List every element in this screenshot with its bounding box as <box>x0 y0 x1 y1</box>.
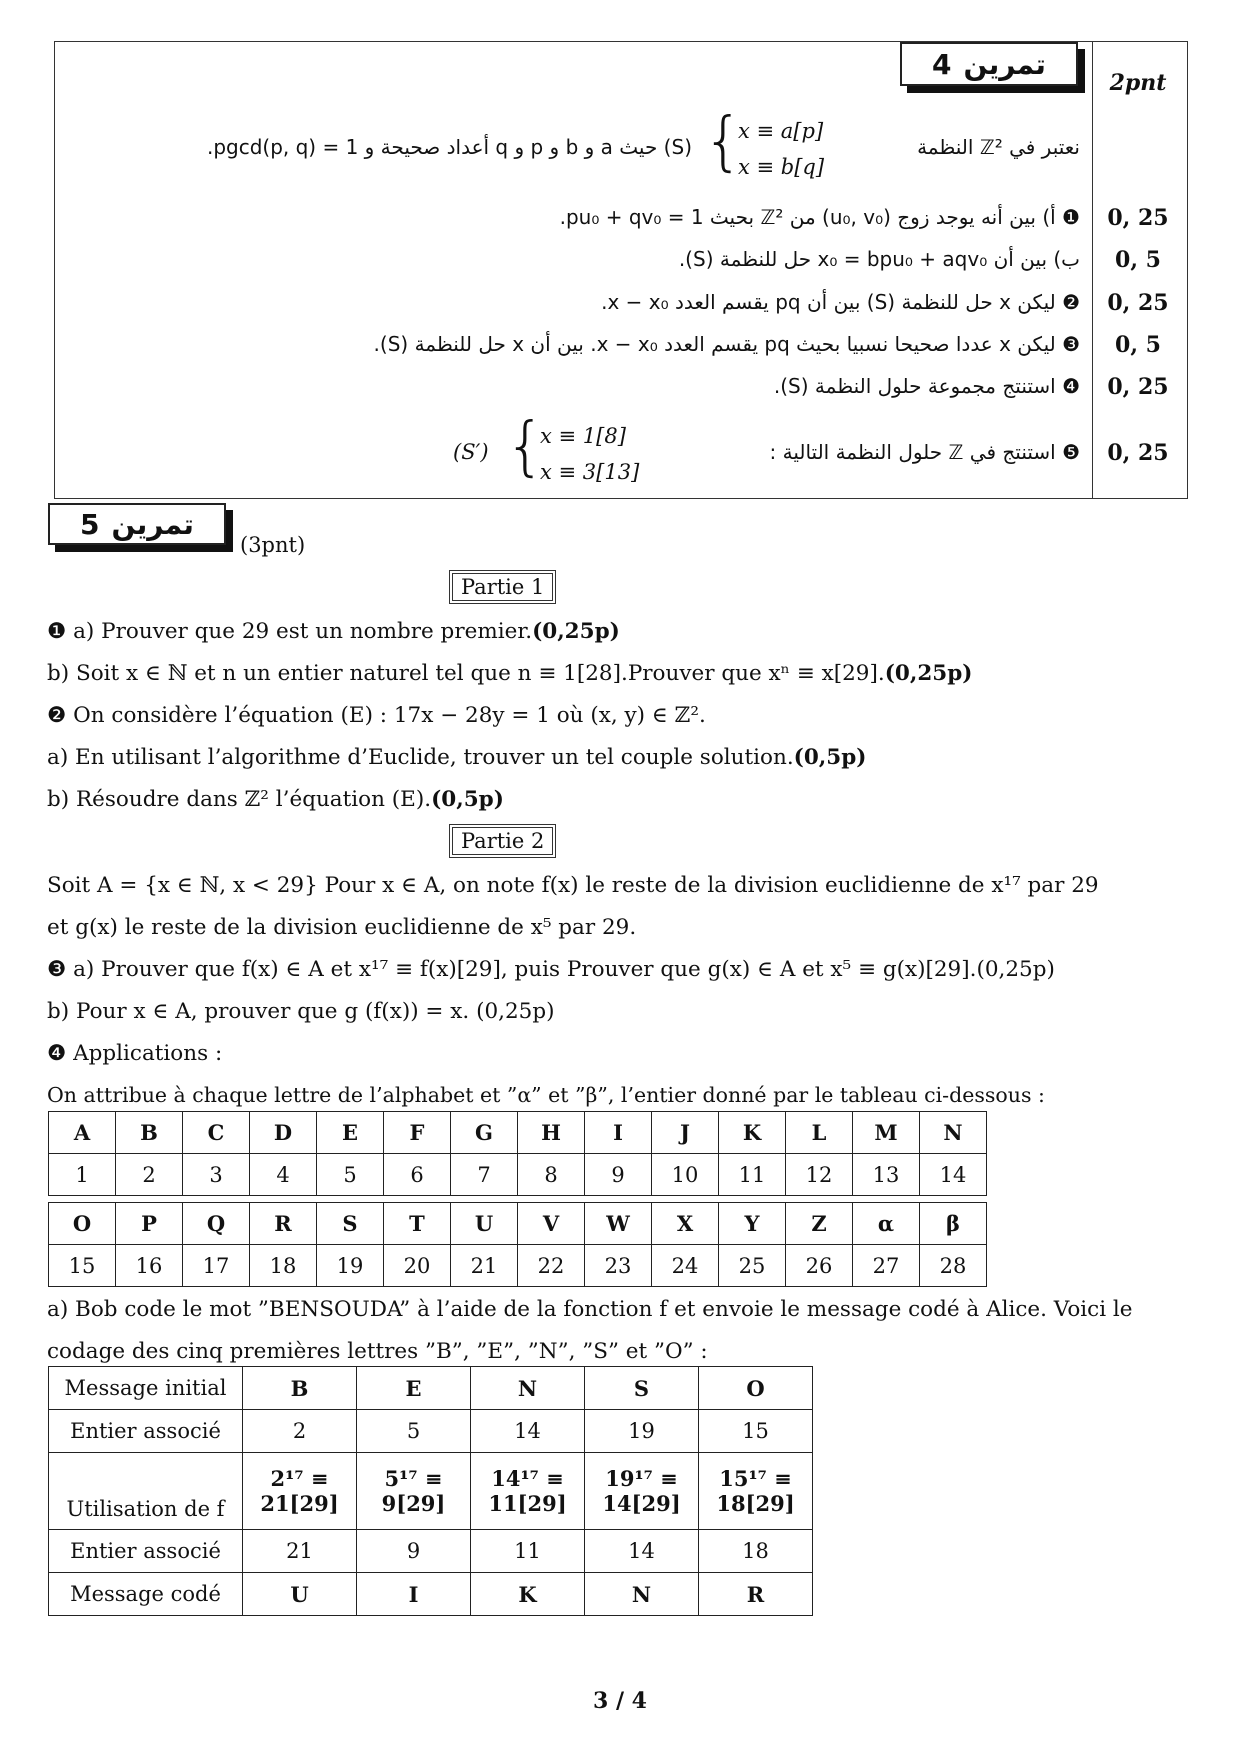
alphabet-number-cell: 12 <box>786 1154 853 1196</box>
residue-cell: 11[29] <box>471 1491 585 1530</box>
partie-2-box <box>449 824 556 858</box>
row-message-initial <box>49 1367 813 1410</box>
coded-letter-cell: R <box>699 1573 813 1616</box>
alphabet-letters-row-1 <box>49 1112 987 1154</box>
exercise-4-number: 4 <box>932 47 952 81</box>
alphabet-letter-cell: P <box>116 1203 183 1245</box>
p1-line-5: b) Résoudre dans ℤ² l’équation (E).(0,5p) <box>47 787 504 812</box>
q1a-points: 0, 25 <box>1107 205 1169 231</box>
p1-line-2: b) Soit x ∈ ℕ et n un entier naturel tel que n ≡ 1[28].Prouver que xⁿ ≡ x[29].(0,25p) <box>47 661 973 686</box>
partie-2-label: Partie 2 <box>452 827 553 855</box>
label-entier-associe-code: Entier associé <box>49 1530 243 1573</box>
partie-1-label: Partie 1 <box>452 573 553 601</box>
message-letter-cell: E <box>357 1367 471 1410</box>
q5-points: 0, 25 <box>1107 440 1169 466</box>
alphabet-number-cell: 1 <box>49 1154 116 1196</box>
q3-text: ❸ ليكن x عددا صحيحا نسبيا بحيث pq يقسم العدد x − x₀. بين أن x حل للنظمة (S). <box>373 332 1080 356</box>
alphabet-letter-cell: V <box>518 1203 585 1245</box>
alphabet-table-2 <box>48 1202 987 1287</box>
alphabet-letter-cell: α <box>853 1203 920 1245</box>
exercise-5-title <box>48 503 226 545</box>
row-entier-associe <box>49 1410 813 1453</box>
alphabet-number-cell: 6 <box>384 1154 451 1196</box>
alphabet-letter-cell: F <box>384 1112 451 1154</box>
q2-text: ❷ ليكن x حل للنظمة (S) بين أن pq يقسم العدد x − x₀. <box>601 290 1080 314</box>
alphabet-letters-row-2 <box>49 1203 987 1245</box>
alphabet-number-cell: 11 <box>719 1154 786 1196</box>
system-s-eq1: x ≡ a[p] <box>738 119 824 143</box>
message-letter-cell: B <box>243 1367 357 1410</box>
residue-cell: 21[29] <box>243 1491 357 1530</box>
alphabet-number-cell: 16 <box>116 1245 183 1287</box>
q4-text: ❹ استنتج مجموعة حلول النظمة (S). <box>773 374 1080 398</box>
message-letter-cell: N <box>471 1367 585 1410</box>
coded-integer-cell: 14 <box>585 1530 699 1573</box>
alphabet-letter-cell: Q <box>183 1203 250 1245</box>
alphabet-number-cell: 9 <box>585 1154 652 1196</box>
alphabet-letter-cell: N <box>920 1112 987 1154</box>
coded-letter-cell: U <box>243 1573 357 1616</box>
system-s <box>738 113 824 185</box>
alphabet-number-cell: 27 <box>853 1245 920 1287</box>
alphabet-number-cell: 24 <box>652 1245 719 1287</box>
alphabet-number-cell: 13 <box>853 1154 920 1196</box>
alphabet-number-cell: 4 <box>250 1154 317 1196</box>
alphabet-letter-cell: J <box>652 1112 719 1154</box>
power-cell: 5¹⁷ ≡ <box>357 1453 471 1492</box>
system-s-prime-name: (S′) <box>453 440 489 464</box>
alphabet-letter-cell: U <box>451 1203 518 1245</box>
alphabet-letter-cell: Y <box>719 1203 786 1245</box>
alphabet-number-cell: 25 <box>719 1245 786 1287</box>
p2-line-4: b) Pour x ∈ A, prouver que g (f(x)) = x. (0,25p) <box>47 999 555 1024</box>
label-message-initial: Message initial <box>49 1367 243 1410</box>
alphabet-letter-cell: Z <box>786 1203 853 1245</box>
alphabet-letter-cell: O <box>49 1203 116 1245</box>
alphabet-number-cell: 14 <box>920 1154 987 1196</box>
coded-integer-cell: 18 <box>699 1530 813 1573</box>
alphabet-letter-cell: L <box>786 1112 853 1154</box>
p2-line-3: ❸ a) Prouver que f(x) ∈ A et x¹⁷ ≡ f(x)[29], puis Prouver que g(x) ∈ A et x⁵ ≡ g(x)[29].(0,25p) <box>47 957 1055 982</box>
integer-cell: 19 <box>585 1410 699 1453</box>
alphabet-number-cell: 21 <box>451 1245 518 1287</box>
residue-cell: 14[29] <box>585 1491 699 1530</box>
alphabet-number-cell: 20 <box>384 1245 451 1287</box>
coded-integer-cell: 11 <box>471 1530 585 1573</box>
integer-cell: 5 <box>357 1410 471 1453</box>
alphabet-letter-cell: X <box>652 1203 719 1245</box>
alphabet-number-cell: 23 <box>585 1245 652 1287</box>
partie-1-box <box>449 570 556 604</box>
alphabet-letter-cell: B <box>116 1112 183 1154</box>
label-entier-associe: Entier associé <box>49 1410 243 1453</box>
p2-line-1: Soit A = {x ∈ ℕ, x < 29} Pour x ∈ A, on note f(x) le reste de la division euclidienne de x¹⁷ par 29 <box>47 873 1099 898</box>
coded-letter-cell: K <box>471 1573 585 1616</box>
p2-line-5: ❹ Applications : <box>47 1041 223 1066</box>
alphabet-letter-cell: C <box>183 1112 250 1154</box>
q4-points: 0, 25 <box>1107 374 1169 400</box>
residue-cell: 9[29] <box>357 1491 471 1530</box>
alphabet-letter-cell: W <box>585 1203 652 1245</box>
coded-integer-cell: 21 <box>243 1530 357 1573</box>
residue-cell: 18[29] <box>699 1491 813 1530</box>
alphabet-letter-cell: A <box>49 1112 116 1154</box>
q2-points: 0, 25 <box>1107 290 1169 316</box>
power-cell: 2¹⁷ ≡ <box>243 1453 357 1492</box>
exercise-5-word: تمرين <box>111 507 194 541</box>
integer-cell: 15 <box>699 1410 813 1453</box>
row-utilisation-f <box>49 1453 813 1492</box>
alphabet-number-cell: 17 <box>183 1245 250 1287</box>
exercise-4-intro-conditions: (S) حيث a و b و p و q أعداد صحيحة و pgcd(p, q) = 1. <box>206 135 692 159</box>
row-message-code <box>49 1573 813 1616</box>
q1b-points: 0, 5 <box>1115 247 1161 273</box>
alphabet-number-cell: 22 <box>518 1245 585 1287</box>
label-utilisation-f: Utilisation de f <box>49 1453 243 1530</box>
coded-letter-cell: N <box>585 1573 699 1616</box>
alphabet-letter-cell: G <box>451 1112 518 1154</box>
power-cell: 15¹⁷ ≡ <box>699 1453 813 1492</box>
p1-line-1: ❶ a) Prouver que 29 est un nombre premier.(0,25p) <box>47 619 620 644</box>
p1-line-4: a) En utilisant l’algorithme d’Euclide, trouver un tel couple solution.(0,5p) <box>47 745 867 770</box>
system-s-brace: { <box>703 105 744 179</box>
alphabet-number-cell: 26 <box>786 1245 853 1287</box>
exercise-5-points: (3pnt) <box>240 533 306 557</box>
alphabet-letter-cell: M <box>853 1112 920 1154</box>
system-s-prime-eq2: x ≡ 3[13] <box>540 460 640 484</box>
bob-line-2: codage des cinq premières lettres ”B”, ”E”, ”N”, ”S” et ”O” : <box>47 1339 708 1364</box>
page-number: 3 / 4 <box>593 1688 647 1714</box>
p2-line-2: et g(x) le reste de la division euclidienne de x⁵ par 29. <box>47 915 637 940</box>
alphabet-number-cell: 28 <box>920 1245 987 1287</box>
alphabet-number-cell: 18 <box>250 1245 317 1287</box>
alphabet-number-cell: 15 <box>49 1245 116 1287</box>
alphabet-letter-cell: T <box>384 1203 451 1245</box>
exercise-5-number: 5 <box>80 507 100 541</box>
p2-line-6: On attribue à chaque lettre de l’alphabet et ”α” et ”β”, l’entier donné par le tableau ci-dessous : <box>47 1083 1045 1107</box>
coded-integer-cell: 9 <box>357 1530 471 1573</box>
system-s-prime-brace: { <box>505 410 546 484</box>
message-letter-cell: O <box>699 1367 813 1410</box>
alphabet-table-1 <box>48 1111 987 1196</box>
system-s-eq2: x ≡ b[q] <box>738 155 825 179</box>
alphabet-letter-cell: S <box>317 1203 384 1245</box>
alphabet-letter-cell: H <box>518 1112 585 1154</box>
q5-text: ❺ استنتج في ℤ حلول النظمة التالية : <box>769 440 1080 464</box>
exercise-4-word: تمرين <box>963 47 1046 81</box>
alphabet-letter-cell: D <box>250 1112 317 1154</box>
p1-line-3: ❷ On considère l’équation (E) : 17x − 28y = 1 où (x, y) ∈ ℤ². <box>47 703 706 728</box>
message-letter-cell: S <box>585 1367 699 1410</box>
row-entier-associe-code <box>49 1530 813 1573</box>
alphabet-number-cell: 19 <box>317 1245 384 1287</box>
alphabet-number-cell: 5 <box>317 1154 384 1196</box>
alphabet-letter-cell: I <box>585 1112 652 1154</box>
exercise-4-total-points: 2pnt <box>1109 70 1167 96</box>
alphabet-letter-cell: R <box>250 1203 317 1245</box>
q3-points: 0, 5 <box>1115 332 1161 358</box>
alphabet-letter-cell: β <box>920 1203 987 1245</box>
system-s-prime <box>540 418 639 490</box>
integer-cell: 14 <box>471 1410 585 1453</box>
coded-letter-cell: I <box>357 1573 471 1616</box>
alphabet-numbers-row-2 <box>49 1245 987 1287</box>
power-cell: 19¹⁷ ≡ <box>585 1453 699 1492</box>
alphabet-letter-cell: K <box>719 1112 786 1154</box>
power-cell: 14¹⁷ ≡ <box>471 1453 585 1492</box>
integer-cell: 2 <box>243 1410 357 1453</box>
q1b-text: ب) بين أن x₀ = bpu₀ + aqv₀ حل للنظمة (S). <box>678 247 1080 271</box>
alphabet-number-cell: 7 <box>451 1154 518 1196</box>
alphabet-number-cell: 3 <box>183 1154 250 1196</box>
system-s-prime-eq1: x ≡ 1[8] <box>540 424 626 448</box>
bob-line-1: a) Bob code le mot ”BENSOUDA” à l’aide de la fonction f et envoie le message codé à Alice. Voici le <box>47 1297 1133 1322</box>
label-message-code: Message codé <box>49 1573 243 1616</box>
alphabet-number-cell: 8 <box>518 1154 585 1196</box>
alphabet-numbers-row-1 <box>49 1154 987 1196</box>
coding-table <box>48 1366 813 1616</box>
exercise-4-title <box>900 42 1078 86</box>
alphabet-letter-cell: E <box>317 1112 384 1154</box>
alphabet-number-cell: 10 <box>652 1154 719 1196</box>
alphabet-number-cell: 2 <box>116 1154 183 1196</box>
exercise-4-intro: نعتبر في ℤ² النظمة <box>917 135 1080 159</box>
q1a-text: ❶ أ) بين أنه يوجد زوج (u₀, v₀) من ℤ² بحيث pu₀ + qv₀ = 1. <box>559 205 1080 229</box>
